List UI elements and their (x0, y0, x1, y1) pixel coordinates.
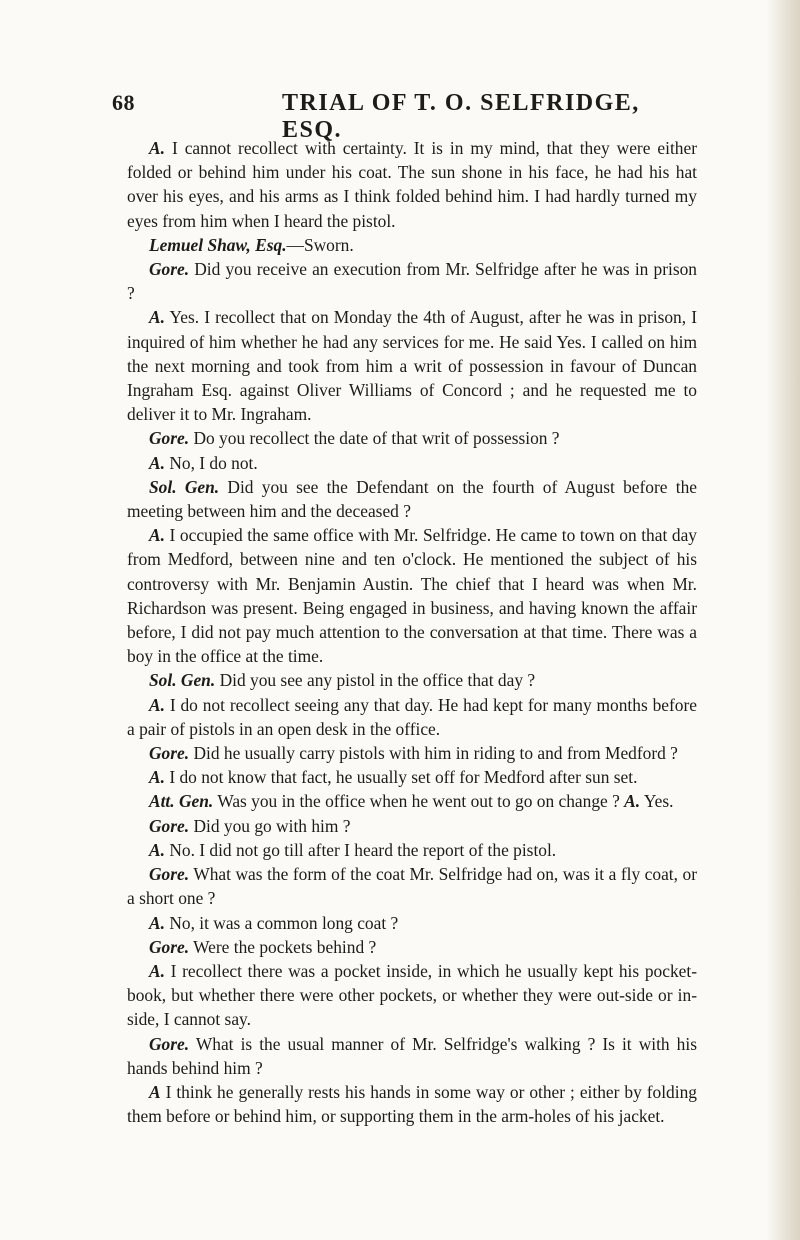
speaker: Gore. (149, 936, 190, 957)
paragraph-text: I cannot recollect with certainty. It is in my mind, that they were either folded or behind him under his coat. The sun shone in his face, he had his hat over his eyes, and his arms as I think folded behind him. I had hardly turned my eyes from him when I heard the pistol. (127, 138, 697, 231)
paragraph-text: No. I did not go till after I heard the report of the pistol. (169, 839, 557, 860)
speaker: Gore. (149, 815, 190, 836)
page-edge-shadow (766, 0, 800, 1240)
paragraph-text: I do not recollect seeing any that day. He had kept for many months before a pair of pistols in an open desk in the office. (127, 694, 697, 739)
running-title: TRIAL OF T. O. SELFRIDGE, ESQ. (282, 90, 640, 143)
paragraph (127, 668, 697, 692)
speaker: A (149, 1081, 161, 1102)
speaker: A. (149, 525, 165, 546)
paragraph (127, 1032, 697, 1080)
paragraph (127, 693, 697, 741)
paragraph-text: Did he usually carry pistols with him in riding to and from Medford ? (193, 743, 678, 764)
speaker: Gore. (149, 1033, 190, 1054)
answer-speaker: A. (624, 791, 641, 812)
paragraph (127, 233, 697, 257)
paragraph (127, 1080, 697, 1128)
paragraph-text: Were the pockets behind ? (193, 936, 377, 957)
speaker: Lemuel Shaw, Esq. (149, 234, 287, 255)
speaker: Sol. Gen. (149, 670, 216, 691)
paragraph-text: I do not know that fact, he usually set off for Medford after sun set. (169, 767, 638, 788)
paragraph (127, 426, 697, 450)
paragraph (127, 959, 697, 1032)
paragraph (127, 136, 697, 233)
speaker: A. (149, 912, 165, 933)
speaker: A. (149, 960, 165, 981)
paragraph-text: No, it was a common long coat ? (169, 912, 399, 933)
paragraph-text: I think he generally rests his hands in some way or other ; either by folding them before or behind him, or supporting them in the arm-holes of his jacket. (127, 1081, 697, 1127)
paragraph-text: Yes. I recollect that on Monday the 4th of August, after he was in prison, I inquired of him whether he had any services for me. He said Yes. I called on him the next morning and took from him a writ of possession in favour of Duncan Ingraham Esq. against Oliver Williams of Concord ; and he requested me to deliver it to Mr. Ingraham. (127, 307, 697, 425)
paragraph-text: No, I do not. (169, 452, 258, 473)
paragraph-text: What is the usual manner of Mr. Selfridge's walking ? Is it with his hands behind him ? (127, 1033, 697, 1078)
paragraph-text: Did you go with him ? (193, 815, 351, 836)
paragraph (127, 305, 697, 426)
paragraph (127, 475, 697, 523)
paragraph (127, 451, 697, 475)
paragraph (127, 935, 697, 959)
paragraph (127, 257, 697, 305)
speaker: Gore. (149, 743, 190, 764)
paragraph-text: Did you see any pistol in the office that day ? (219, 670, 536, 691)
paragraph-text: Do you recollect the date of that writ of possession ? (193, 428, 560, 449)
speaker: Gore. (149, 864, 190, 885)
paragraph-text: —Sworn. (286, 234, 354, 255)
paragraph-text: I occupied the same office with Mr. Selfridge. He came to town on that day from Medford, between nine and ten o'clock. He mentioned the subject of his controversy with Mr. Benjamin Austin. The chief that I heard was when Mr. Richardson was present. Being engaged in business, and having known the affair before, I did not pay much attention to the conversation at that time. There was a boy in the office at the time. (127, 525, 697, 667)
speaker: A. (149, 307, 165, 328)
paragraph (127, 838, 697, 862)
answer-text: Yes. (643, 791, 674, 812)
speaker: A. (149, 452, 165, 473)
paragraph-text: What was the form of the coat Mr. Selfridge had on, was it a fly coat, or a short one ? (127, 864, 697, 909)
body-text (127, 136, 697, 1128)
paragraph (127, 911, 697, 935)
page-number: 68 (112, 90, 135, 115)
paragraph (127, 765, 697, 789)
paragraph (127, 523, 697, 668)
paragraph-text: Did you see the Defendant on the fourth of August before the meeting between him and the deceased ? (127, 476, 697, 522)
paragraph-text: Did you receive an execution from Mr. Selfridge after he was in prison ? (127, 259, 697, 304)
speaker: A. (149, 767, 165, 788)
speaker: A. (149, 839, 165, 860)
paragraph-text: Was you in the office when he went out to go on change ? (217, 791, 620, 812)
page-header (112, 90, 692, 143)
paragraph (127, 741, 697, 765)
speaker: Gore. (149, 428, 190, 449)
speaker: A. (149, 138, 165, 158)
paragraph (127, 862, 697, 910)
speaker: Att. Gen. (149, 791, 214, 812)
paragraph (127, 814, 697, 838)
paragraph (127, 789, 697, 813)
speaker: A. (149, 694, 165, 715)
paragraph-text: I recollect there was a pocket inside, in which he usually kept his pocket-book, but whether there were other pockets, or whether they were out-side or in-side, I cannot say. (127, 960, 697, 1030)
speaker: Sol. Gen. (149, 476, 220, 497)
speaker: Gore. (149, 259, 190, 280)
